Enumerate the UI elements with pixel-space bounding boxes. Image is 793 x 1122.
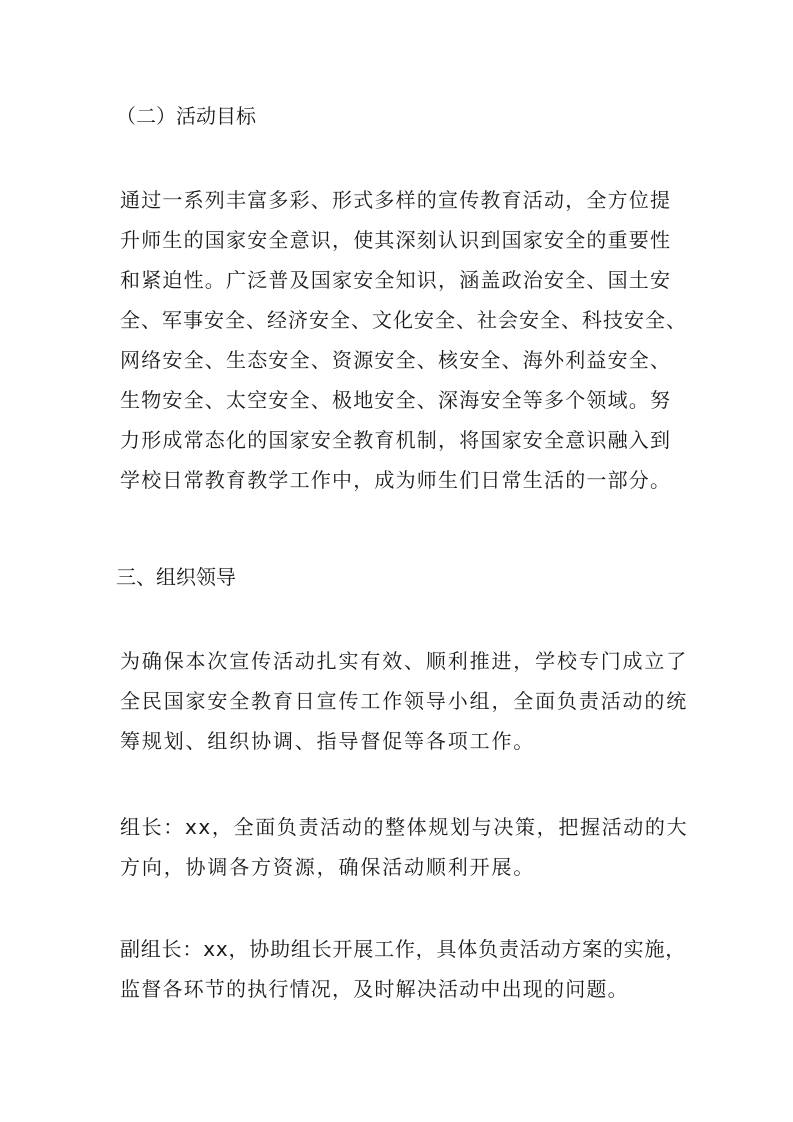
text-line: 力形成常态化的国家安全教育机制，将国家安全意识融入到: [120, 428, 672, 452]
section-heading-organization-leadership: 三、组织领导: [116, 565, 236, 589]
paragraph-activity-goals: [120, 180, 687, 500]
text-line: 为确保本次宣传活动扎实有效、顺利推进，学校专门成立了: [120, 649, 689, 673]
text-line: 通过一系列丰富多彩、形式多样的宣传教育活动，全方位提: [120, 188, 672, 212]
section-heading-activity-goals: （二）活动目标: [116, 104, 256, 128]
text-line: 升师生的国家安全意识，使其深刻认识到国家安全的重要性: [120, 228, 672, 252]
text-line: 学校日常教育教学工作中，成为师生们日常生活的一部分。: [120, 468, 672, 492]
text-line: 和紧迫性。广泛普及国家安全知识，涵盖政治安全、国土安: [120, 268, 672, 292]
paragraph-deputy-leader: [120, 929, 687, 1009]
text-line: 副组长：xx，协助组长开展工作，具体负责活动方案的实施，: [120, 937, 687, 961]
text-line: 生物安全、太空安全、极地安全、深海安全等多个领域。努: [120, 388, 672, 412]
text-line: 组长：xx，全面负责活动的整体规划与决策，把握活动的大: [120, 815, 689, 839]
paragraph-team-leader: [120, 807, 689, 887]
paragraph-organization-leadership: [120, 641, 689, 761]
text-line: 全民国家安全教育日宣传工作领导小组，全面负责活动的统: [120, 689, 689, 713]
text-line: 网络安全、生态安全、资源安全、核安全、海外利益安全、: [120, 348, 672, 372]
text-line: 全、军事安全、经济安全、文化安全、社会安全、科技安全、: [120, 308, 687, 332]
text-line: 筹规划、组织协调、指导督促等各项工作。: [120, 729, 536, 753]
text-line: 方向，协调各方资源，确保活动顺利开展。: [120, 855, 536, 879]
text-line: 监督各环节的执行情况，及时解决活动中出现的问题。: [120, 977, 629, 1001]
